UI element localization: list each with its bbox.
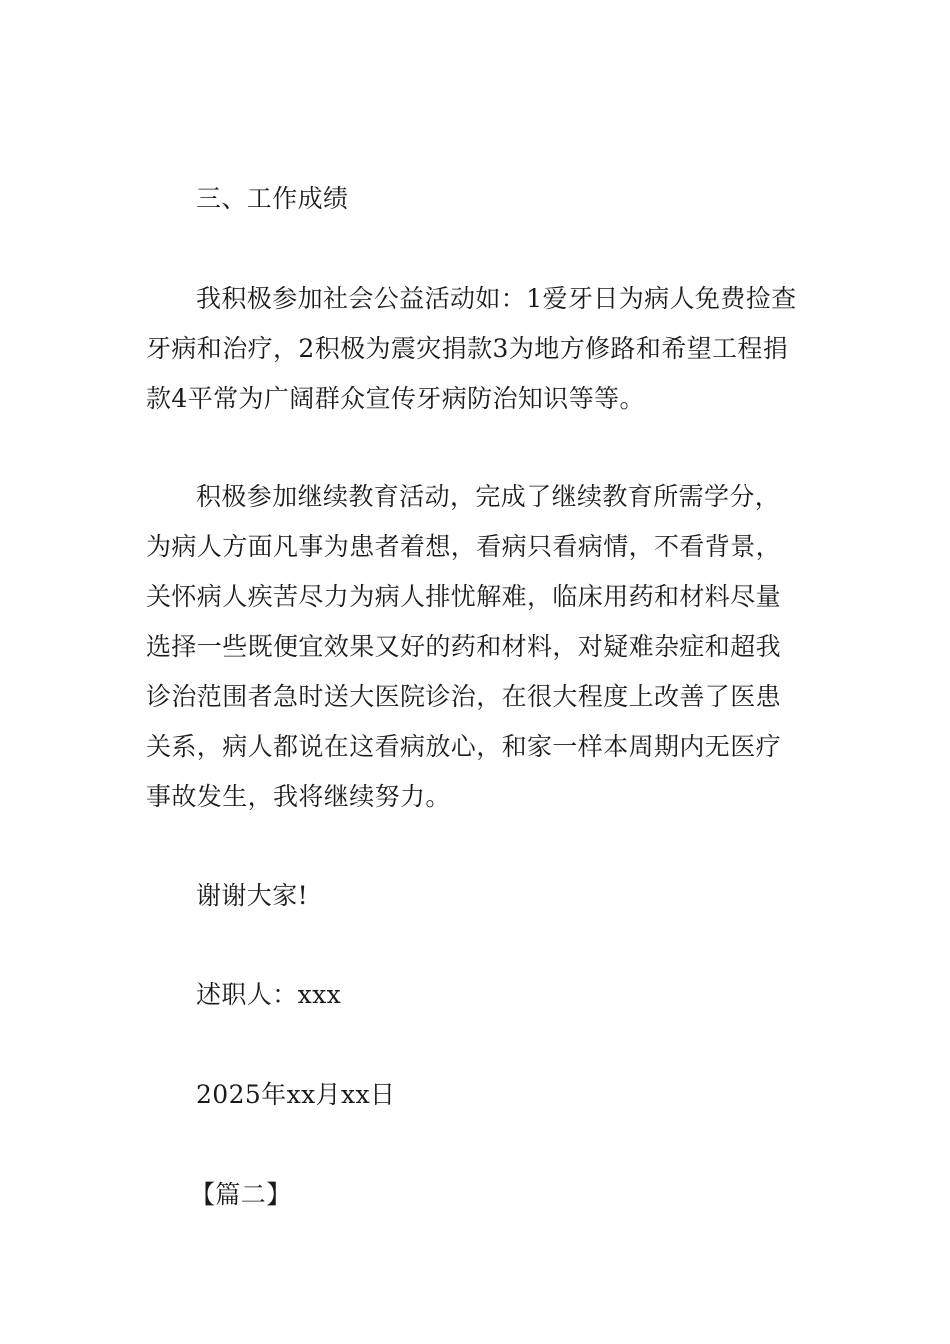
section-heading: 三、工作成绩 bbox=[196, 184, 349, 213]
date-line: 2025年xx月xx日 bbox=[196, 1080, 396, 1109]
paragraph-line: 关系，病人都说在这看病放心，和家一样本周期内无医疗 bbox=[146, 732, 782, 761]
paragraph-line: 我积极参加社会公益活动如：1爱牙日为病人免费捡查 bbox=[196, 284, 797, 313]
paragraph-line: 事故发生，我将继续努力。 bbox=[146, 782, 451, 811]
thanks-line: 谢谢大家! bbox=[196, 881, 309, 910]
paragraph-line: 诊治范围者急时送大医院诊治，在很大程度上改善了医患 bbox=[146, 682, 782, 711]
paragraph-line: 关怀病人疾苦尽力为病人排忧解难，临床用药和材料尽量 bbox=[146, 582, 782, 611]
paragraph-line: 为病人方面凡事为患者着想，看病只看病情，不看背景， bbox=[146, 532, 782, 561]
paragraph-line: 款4平常为广阔群众宣传牙病防治知识等等。 bbox=[146, 384, 645, 413]
next-part-heading: 【篇二】 bbox=[190, 1180, 292, 1209]
reporter-line: 述职人：xxx bbox=[196, 980, 342, 1009]
paragraph-line: 积极参加继续教育活动，完成了继续教育所需学分， bbox=[196, 482, 781, 511]
paragraph-line: 选择一些既便宜效果又好的药和材料，对疑难杂症和超我 bbox=[146, 632, 782, 661]
paragraph-line: 牙病和治疗，2积极为震灾捐款3为地方修路和希望工程捐 bbox=[146, 334, 789, 363]
